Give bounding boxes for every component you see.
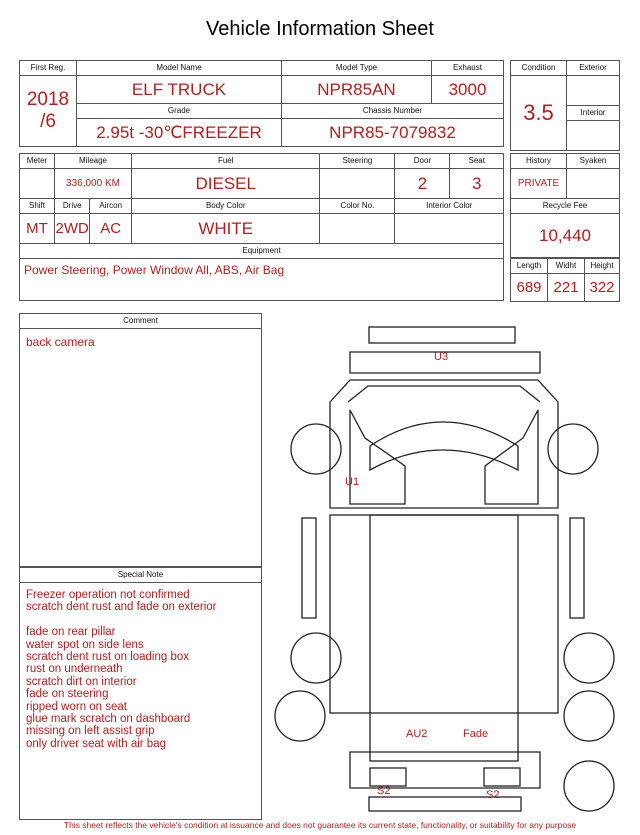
spare-wheel [564,761,614,811]
interior-value [567,121,620,151]
comment-label: Comment [20,314,261,329]
cargo-box [330,515,558,713]
wheel-front-left [291,424,341,474]
special-note-item: Freezer operation not confirmed [26,589,190,601]
meter-value [20,169,55,199]
condition-table [510,60,620,151]
right-side-panel [570,518,584,618]
grade-value: 2.95t -30℃FREEZER [77,119,282,147]
mark-au2: AU2 [406,728,428,740]
special-note-item: scratch dent rust and fade on exterior [26,601,217,614]
shift-label: Shift [20,199,55,214]
vehicle-detail-table [19,153,504,301]
syaken-value [567,169,620,199]
model-name-label: Model Name [77,61,282,76]
first-reg-label: First Reg. [20,61,77,76]
special-note-item: fade on steering [26,688,109,701]
recycle-table [510,198,620,258]
special-note-item: only driver seat with air bag [26,737,166,750]
rear-bumper [350,752,540,788]
wheel-rear-right [564,633,614,683]
right-door [485,410,538,504]
rear-lamp-right [484,768,520,786]
special-note-label: Special Note [20,568,261,583]
aircon-label: Aircon [90,199,132,214]
wheel-rear-right-outer [564,691,614,741]
model-type-value: NPR85AN [282,76,432,104]
interior-color-label: Interior Color [395,199,504,214]
special-note-item: glue mark scratch on dashboard [26,713,191,726]
color-no-value [320,214,395,244]
model-type-label: Model Type [282,61,432,76]
meter-label: Meter [20,154,55,169]
exhaust-value: 3000 [432,76,504,104]
equipment-label: Equipment [20,244,504,259]
body-color-value: WHITE [132,214,320,244]
left-side-panel [302,518,316,618]
exterior-label: Exterior [567,61,620,76]
special-note-item: scratch dent rust on loading box [26,651,190,664]
syaken-label: Syaken [567,154,620,169]
cab-outline [330,380,558,508]
vehicle-basic-table [19,60,504,147]
condition-label: Condition [511,61,567,76]
fuel-value: DIESEL [132,169,320,199]
mark-fade: Fade [463,728,489,740]
rear-lamp-left [370,768,406,786]
wheel-front-right [548,424,598,474]
history-label: History [511,154,567,169]
cargo-top [370,515,518,761]
windshield [370,422,518,470]
mark-u3: U3 [434,351,449,363]
special-note-list [20,583,261,756]
history-table [510,153,620,199]
chassis-label: Chassis Number [282,104,504,119]
wheel-rear-left [291,633,341,683]
recycle-fee-value: 10,440 [511,214,620,258]
condition-value: 3.5 [511,76,567,151]
history-value: PRIVATE [511,169,567,199]
height-label: Height [585,259,620,274]
drive-value: 2WD [55,214,90,244]
special-note-item: missing on left assist grip [26,725,155,738]
aircon-value: AC [90,214,132,244]
drive-label: Drive [55,199,90,214]
special-note-item [26,614,255,626]
exhaust-label: Exhaust [432,61,504,76]
seat-label: Seat [450,154,504,169]
door-value: 2 [395,169,450,199]
seat-value: 3 [450,169,504,199]
special-note-box [19,567,262,820]
comment-box [19,313,262,567]
special-note-item: fade on rear pillar [26,626,116,639]
mark-u1: U1 [345,476,360,488]
equipment-value: Power Steering, Power Window All, ABS, Air Bag [20,259,504,301]
width-value: 221 [548,274,585,302]
steering-value [320,169,395,199]
shift-value: MT [20,214,55,244]
special-note-item: scratch dirt on interior [26,675,137,688]
special-note-item: ripped worn on seat [26,700,128,713]
recycle-fee-label: Recycle Fee [511,199,620,214]
first-reg-value: 2018 /6 [20,76,77,147]
footer-disclaimer: This sheet reflects the vehicle's condition at issuance and does not guarantee its current state, functionality, or suitability for any purpose [63,820,577,830]
length-label: Length [511,259,548,274]
model-name-value: ELF TRUCK [77,76,282,104]
left-door [350,410,405,504]
exterior-value [567,76,620,106]
steering-label: Steering [320,154,395,169]
width-label: Widht [548,259,585,274]
color-no-label: Color No. [320,199,395,214]
comment-text: back camera [26,335,95,349]
mileage-label: Mileage [55,154,132,169]
cab-inner-top [348,386,540,402]
mark-s2-right: S2 [486,789,500,801]
interior-label: Interior [567,106,620,121]
page-title: Vehicle Information Sheet [206,18,434,40]
door-label: Door [395,154,450,169]
interior-color-value [395,214,504,244]
vehicle-damage-diagram [262,313,640,820]
fuel-label: Fuel [132,154,320,169]
front-bumper-top [369,327,515,343]
dimensions-table [510,258,620,302]
mark-s2-left: S2 [377,785,391,797]
body-color-label: Body Color [132,199,320,214]
height-value: 322 [585,274,620,302]
grade-label: Grade [77,104,282,119]
wheel-rear-left-outer [275,691,325,741]
special-note-item: water spot on side lens [26,638,144,651]
chassis-value: NPR85-7079832 [282,119,504,147]
special-note-item: rust on underneath [26,663,123,676]
mileage-value: 336,000 KM [55,169,132,199]
length-value: 689 [511,274,548,302]
